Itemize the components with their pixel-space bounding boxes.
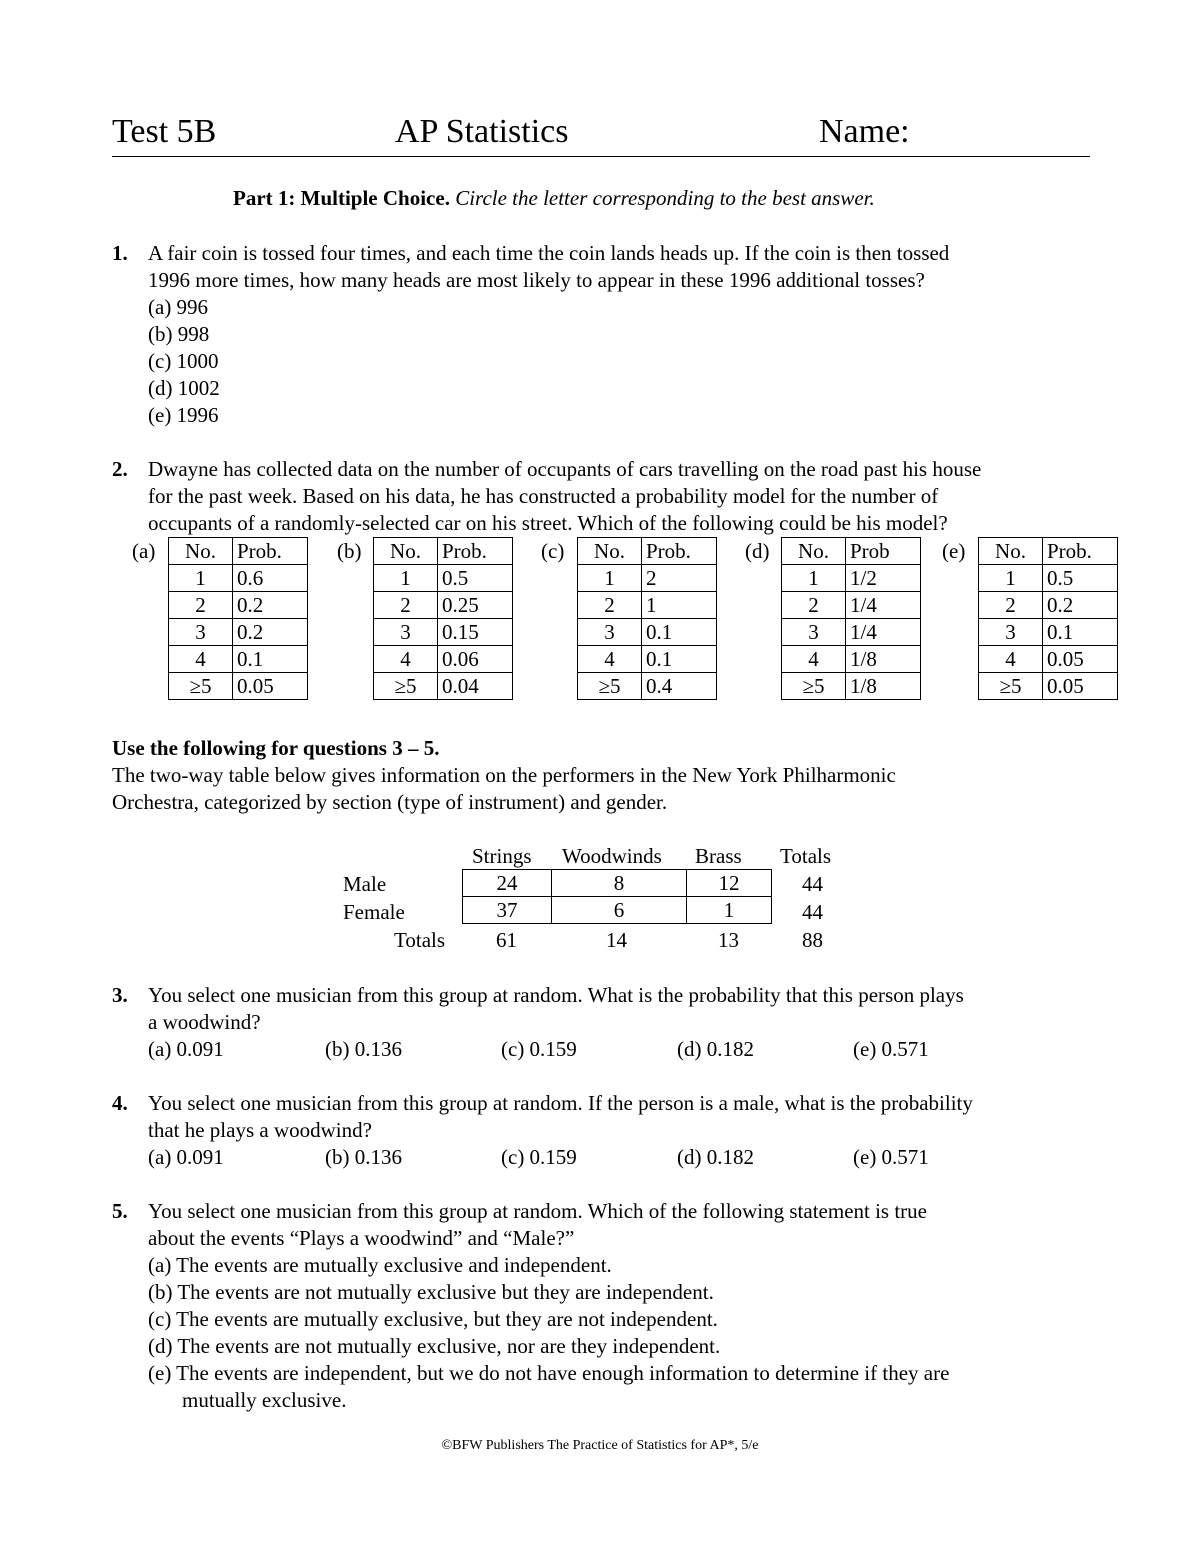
col-header-strings: Strings [472, 844, 532, 868]
q2-option-d-label[interactable]: (d) [745, 539, 770, 563]
table-cell: 6 [552, 897, 687, 924]
part1-instruction: Circle the letter corresponding to the best answer. [455, 186, 875, 210]
q3-number: 3. [112, 983, 128, 1007]
col-header-brass: Brass [695, 844, 742, 868]
table-cell: 3 [169, 619, 233, 646]
table-cell: 8 [552, 870, 687, 897]
table-header: No. [782, 538, 846, 565]
q3-line2: a woodwind? [148, 1010, 261, 1034]
table-cell: 4 [979, 646, 1043, 673]
table-cell: ≥5 [578, 673, 642, 700]
q5-option-a[interactable]: (a) The events are mutually exclusive and independent. [148, 1253, 612, 1277]
table-cell: 12 [687, 870, 772, 897]
q5-line2: about the events “Plays a woodwind” and “Male?” [148, 1226, 575, 1250]
q3-option-c[interactable]: (c) 0.159 [501, 1037, 577, 1061]
col-header-totals: Totals [780, 844, 832, 868]
table-header: Prob. [642, 538, 717, 565]
q4-option-a[interactable]: (a) 0.091 [148, 1145, 224, 1169]
q1-number: 1. [112, 241, 128, 265]
part1-label: Part 1: Multiple Choice. [233, 186, 450, 210]
row-total-male: 44 [802, 872, 823, 896]
col-total-strings: 61 [496, 928, 517, 952]
row-label-totals: Totals [394, 928, 446, 952]
table-cell: 4 [782, 646, 846, 673]
q4-option-b[interactable]: (b) 0.136 [325, 1145, 402, 1169]
table-cell: 1/8 [846, 673, 921, 700]
q4-option-e[interactable]: (e) 0.571 [853, 1145, 929, 1169]
table-cell: ≥5 [374, 673, 438, 700]
row-label-male: Male [343, 872, 387, 896]
q5-option-e[interactable]: (e) The events are independent, but we do not have enough information to determine if they are [148, 1361, 950, 1385]
q2-line3: occupants of a randomly-selected car on his street. Which of the following could be his model? [148, 511, 948, 535]
table-cell: 1 [578, 565, 642, 592]
q5-option-e-continued: mutually exclusive. [182, 1388, 347, 1412]
table-header: Prob. [233, 538, 308, 565]
intro-line1: The two-way table below gives information on the performers in the New York Philharmonic [112, 763, 896, 787]
table-cell: 0.06 [438, 646, 513, 673]
table-cell: 2 [578, 592, 642, 619]
q2-number: 2. [112, 457, 128, 481]
q1-option-c[interactable]: (c) 1000 [148, 349, 219, 373]
q4-option-c[interactable]: (c) 0.159 [501, 1145, 577, 1169]
q3-option-d[interactable]: (d) 0.182 [677, 1037, 754, 1061]
table-cell: 0.2 [1043, 592, 1118, 619]
table-cell: 0.05 [1043, 673, 1118, 700]
table-cell: 1/4 [846, 592, 921, 619]
table-cell: 1/2 [846, 565, 921, 592]
table-cell: 0.15 [438, 619, 513, 646]
table-cell: 3 [782, 619, 846, 646]
table-cell: ≥5 [979, 673, 1043, 700]
q1-option-d[interactable]: (d) 1002 [148, 376, 220, 400]
table-cell: 2 [374, 592, 438, 619]
table-cell: 0.4 [642, 673, 717, 700]
two-way-table [462, 869, 772, 924]
q2-option-a-label[interactable]: (a) [132, 539, 156, 563]
table-cell: 0.05 [1043, 646, 1118, 673]
table-cell: 4 [169, 646, 233, 673]
table-cell: 1 [642, 592, 717, 619]
table-header: No. [169, 538, 233, 565]
q3-line1: You select one musician from this group at random. What is the probability that this person plays [148, 983, 964, 1007]
table-cell: 1/8 [846, 646, 921, 673]
table-cell: 3 [374, 619, 438, 646]
table-cell: 4 [578, 646, 642, 673]
table-cell: 1 [687, 897, 772, 924]
table-cell: 0.1 [642, 646, 717, 673]
table-cell: 0.05 [233, 673, 308, 700]
col-total-woodwinds: 14 [606, 928, 627, 952]
q5-option-b[interactable]: (b) The events are not mutually exclusive but they are independent. [148, 1280, 714, 1304]
table-cell: 3 [979, 619, 1043, 646]
table-header: Prob [846, 538, 921, 565]
table-cell: 0.1 [1043, 619, 1118, 646]
table-header: No. [979, 538, 1043, 565]
table-cell: 0.2 [233, 619, 308, 646]
intro-heading: Use the following for questions 3 – 5. [112, 736, 440, 760]
table-cell: 1 [782, 565, 846, 592]
table-header: Prob. [1043, 538, 1118, 565]
q2-option-c-label[interactable]: (c) [541, 539, 565, 563]
q5-option-d[interactable]: (d) The events are not mutually exclusive, nor are they independent. [148, 1334, 721, 1358]
q4-number: 4. [112, 1091, 128, 1115]
table-cell: 0.6 [233, 565, 308, 592]
q4-option-d[interactable]: (d) 0.182 [677, 1145, 754, 1169]
table-cell: 1/4 [846, 619, 921, 646]
course-title: AP Statistics [395, 113, 569, 150]
q1-line2: 1996 more times, how many heads are most likely to appear in these 1996 additional tosses? [148, 268, 925, 292]
table-cell: 2 [979, 592, 1043, 619]
table-cell: 0.1 [233, 646, 308, 673]
table-cell: ≥5 [169, 673, 233, 700]
row-label-female: Female [343, 900, 405, 924]
q1-option-b[interactable]: (b) 998 [148, 322, 210, 346]
q3-option-a[interactable]: (a) 0.091 [148, 1037, 224, 1061]
table-cell: 2 [782, 592, 846, 619]
table-cell: 0.5 [1043, 565, 1118, 592]
q3-option-e[interactable]: (e) 0.571 [853, 1037, 929, 1061]
table-cell: 0.04 [438, 673, 513, 700]
table-cell: 3 [578, 619, 642, 646]
q4-line2: that he plays a woodwind? [148, 1118, 372, 1142]
q5-line1: You select one musician from this group at random. Which of the following statement is true [148, 1199, 927, 1223]
q2-line1: Dwayne has collected data on the number of occupants of cars travelling on the road past his house [148, 457, 982, 481]
q4-line1: You select one musician from this group at random. If the person is a male, what is the probability [148, 1091, 973, 1115]
q1-line1: A fair coin is tossed four times, and each time the coin lands heads up. If the coin is then tossed [148, 241, 950, 265]
table-cell: 2 [642, 565, 717, 592]
table-cell: 1 [169, 565, 233, 592]
grand-total: 88 [802, 928, 823, 952]
q3-option-b[interactable]: (b) 0.136 [325, 1037, 402, 1061]
q1-option-a[interactable]: (a) 996 [148, 295, 209, 319]
table-header: No. [578, 538, 642, 565]
table-cell: 0.5 [438, 565, 513, 592]
table-cell: 37 [463, 897, 552, 924]
table-cell: 4 [374, 646, 438, 673]
row-total-female: 44 [802, 900, 823, 924]
table-cell: ≥5 [782, 673, 846, 700]
table-cell: 0.25 [438, 592, 513, 619]
table-cell: 1 [979, 565, 1043, 592]
table-cell: 2 [169, 592, 233, 619]
name-label: Name: [819, 113, 910, 150]
q2-option-b-label[interactable]: (b) [337, 539, 362, 563]
table-header: No. [374, 538, 438, 565]
col-total-brass: 13 [718, 928, 739, 952]
q2-table-b [373, 537, 513, 700]
q2-table-d [781, 537, 921, 700]
table-cell: 1 [374, 565, 438, 592]
q1-option-e[interactable]: (e) 1996 [148, 403, 219, 427]
intro-line2: Orchestra, categorized by section (type of instrument) and gender. [112, 790, 668, 814]
table-cell: 0.2 [233, 592, 308, 619]
q2-line2: for the past week. Based on his data, he has constructed a probability model for the number of [148, 484, 939, 508]
part1-heading [233, 185, 875, 212]
q5-number: 5. [112, 1199, 128, 1223]
q2-option-e-label[interactable]: (e) [942, 539, 966, 563]
col-header-woodwinds: Woodwinds [562, 844, 662, 868]
table-cell: 0.1 [642, 619, 717, 646]
page-footer: ©BFW Publishers The Practice of Statistics for AP*, 5/e [441, 1438, 759, 1453]
q2-table-e [978, 537, 1118, 700]
table-cell: 24 [463, 870, 552, 897]
q2-table-c [577, 537, 717, 700]
test-title: Test 5B [112, 113, 217, 150]
page-header [112, 112, 1090, 157]
q2-table-a [168, 537, 308, 700]
table-header: Prob. [438, 538, 513, 565]
q5-option-c[interactable]: (c) The events are mutually exclusive, but they are not independent. [148, 1307, 718, 1331]
